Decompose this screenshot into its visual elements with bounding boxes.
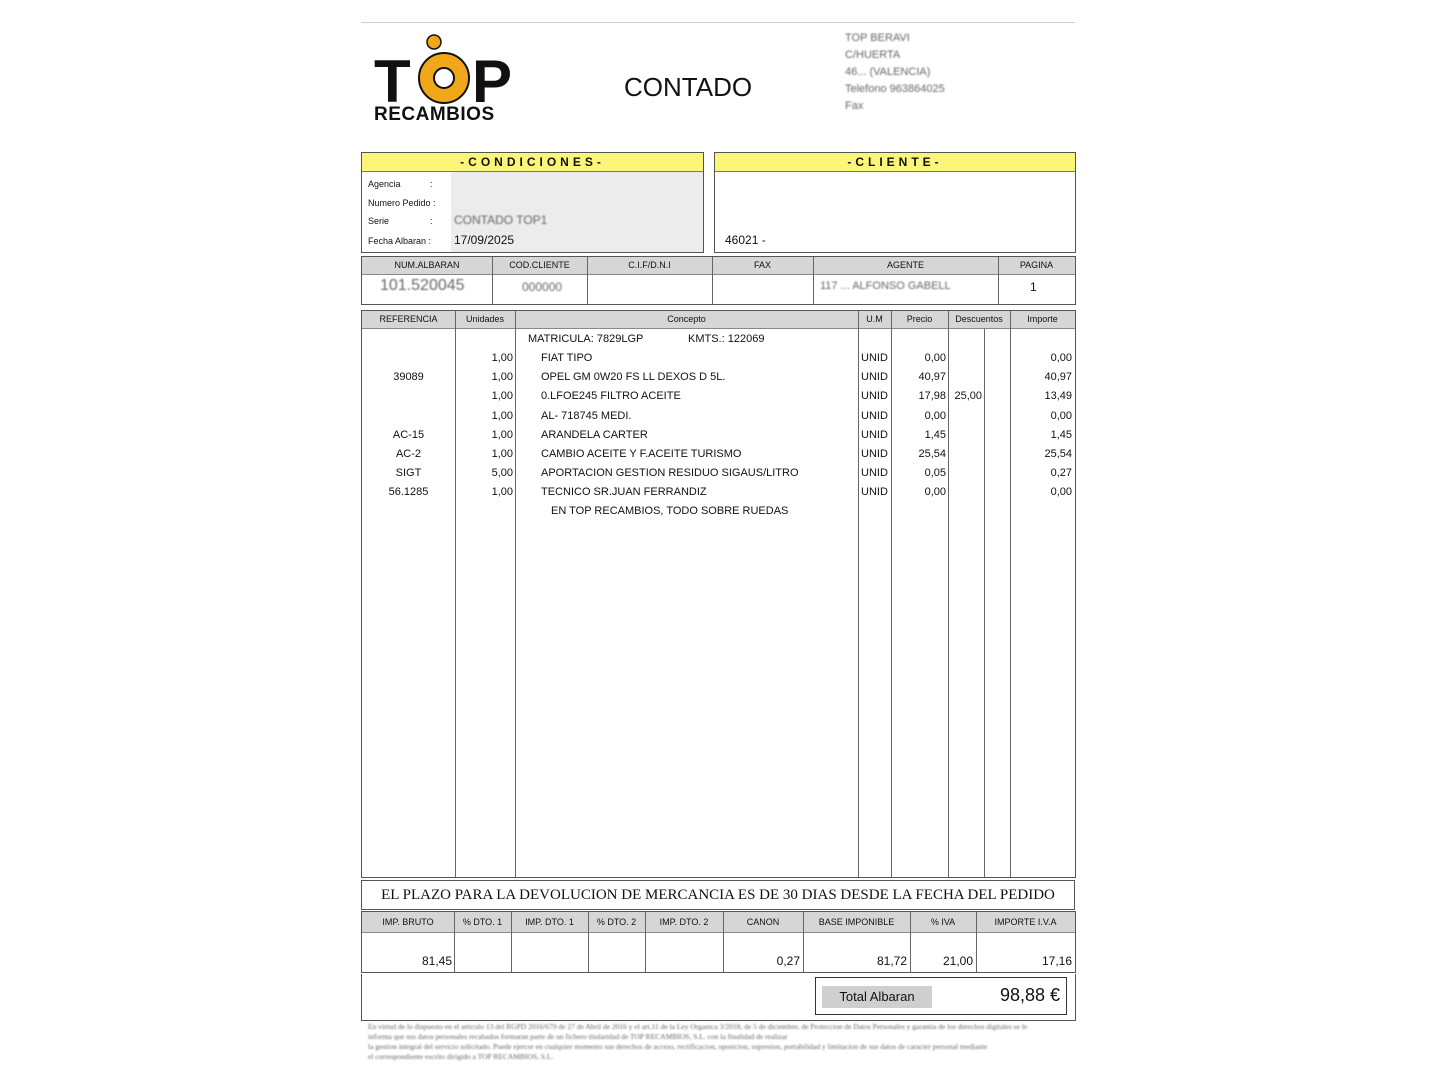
col-descuentos: Descuentos <box>955 314 1003 324</box>
slogan-row <box>362 502 1076 521</box>
line-unidades: 1,00 <box>491 486 513 499</box>
fecha-albaran-value: 17/09/2025 <box>454 233 515 247</box>
col-importe: Importe <box>1027 314 1058 324</box>
col-cod-cliente: COD.CLIENTE <box>509 260 570 270</box>
col-concepto: Concepto <box>667 314 706 324</box>
line-item-row <box>362 368 1076 387</box>
cliente-postal-code: 46021 - <box>725 233 766 247</box>
col-imp-dto1: IMP. DTO. 1 <box>525 917 574 927</box>
line-importe: 0,00 <box>1050 352 1072 364</box>
num-albaran-value: 101.520045 <box>380 277 465 294</box>
matricula-row <box>362 330 1076 349</box>
total-albaran-area <box>361 974 1076 1021</box>
col-cif: C.I.F/D.N.I <box>628 260 671 270</box>
line-importe: 0,27 <box>1050 467 1072 480</box>
info-header-row <box>362 257 1075 275</box>
agente-value: 117 ... ALFONSO GABELL <box>820 280 951 292</box>
line-unidades: 1,00 <box>491 352 513 364</box>
line-descuento: 25,00 <box>954 390 982 403</box>
line-precio: 0,00 <box>924 486 946 499</box>
line-importe: 0,00 <box>1050 486 1072 499</box>
company-line: Telefono 963864025 <box>845 83 945 95</box>
line-importe: 25,54 <box>1044 448 1072 460</box>
line-um: UNID <box>861 371 888 384</box>
line-concepto: OPEL GM 0W20 FS LL DEXOS D 5L. <box>541 371 726 384</box>
col-agente: AGENTE <box>886 260 924 270</box>
serie-value: CONTADO TOP1 <box>454 213 548 227</box>
company-line: Fax <box>845 100 864 112</box>
logo-wordmark: RECAMBIOS <box>374 104 495 125</box>
line-importe: 1,45 <box>1050 428 1072 441</box>
company-line: TOP BERAVI <box>845 32 910 44</box>
legal-line: la gestion integral del servicio solicitado. Puede ejercer en cualquier momento sus derechos de acceso, rectificacion, oposicion, supresion, portabilidad y limitacion de sus datos de caracter personal mediante <box>368 1042 988 1051</box>
line-um: UNID <box>861 428 888 441</box>
line-unidades: 5,00 <box>491 467 513 480</box>
line-referencia: AC-15 <box>392 428 425 441</box>
total-albaran-label: Total Albaran <box>822 986 932 1008</box>
line-um: UNID <box>861 467 888 480</box>
col-fax: FAX <box>753 260 771 270</box>
line-concepto: CAMBIO ACEITE Y F.ACEITE TURISMO <box>541 448 742 460</box>
lines-header-row <box>362 311 1075 329</box>
serie-label: Serie <box>368 216 390 226</box>
line-precio: 40,97 <box>918 371 946 384</box>
line-um: UNID <box>861 352 888 364</box>
fecha-albaran-label: Fecha Albaran : <box>368 236 432 246</box>
line-concepto: APORTACION GESTION RESIDUO SIGAUS/LITRO <box>541 467 799 480</box>
line-precio: 17,98 <box>918 390 946 403</box>
kmts-text: KMTS.: 122069 <box>688 333 765 345</box>
line-concepto: 0.LFOE245 FILTRO ACEITE <box>541 390 681 403</box>
legal-line: el correspondiente escrito dirigido a TOP RECAMBIOS, S.L. <box>368 1052 554 1061</box>
agencia-label: Agencia <box>368 179 401 189</box>
matricula-text: MATRICULA: 7829LGP <box>528 333 644 345</box>
line-importe: 0,00 <box>1050 409 1072 422</box>
iva-pct-value: 21,00 <box>942 954 973 968</box>
numero-pedido-label: Numero Pedido : <box>368 198 436 208</box>
col-pagina: PAGINA <box>1019 260 1054 270</box>
line-unidades: 1,00 <box>491 409 513 422</box>
albaran-info-table <box>361 256 1076 305</box>
imp-bruto-value: 81,45 <box>421 954 452 968</box>
pagina-value: 1 <box>1030 280 1037 294</box>
line-item-row <box>362 483 1076 502</box>
line-item-row <box>362 464 1076 483</box>
line-um: UNID <box>861 409 888 422</box>
lines-table <box>361 310 1076 878</box>
legal-line: En virtud de lo dispuesto en el articulo 13 del RGPD 2016/679 de 27 de Abril de 2016 y el art.11 de la Ley Organica 3/2018, de 5 de diciembre, de Proteccion de Datos Personales y garantia de los derechos digitales se le <box>368 1022 1028 1031</box>
line-importe: 40,97 <box>1044 371 1072 384</box>
line-referencia: 56.1285 <box>388 486 429 499</box>
cliente-title: -CLIENTE- <box>715 153 1075 172</box>
col-dto1: % DTO. 1 <box>462 917 503 927</box>
total-albaran-value: 98,88 € <box>999 985 1060 1005</box>
line-unidades: 1,00 <box>491 371 513 384</box>
svg-text:P: P <box>472 48 513 115</box>
svg-text:T: T <box>374 48 411 115</box>
col-imp-bruto: IMP. BRUTO <box>382 917 434 927</box>
line-concepto: ARANDELA CARTER <box>541 428 648 441</box>
col-iva-pct: % IVA <box>930 917 956 927</box>
condiciones-title: -CONDICIONES- <box>362 153 703 172</box>
col-unidades: Unidades <box>465 314 505 324</box>
line-referencia: SIGT <box>395 467 422 480</box>
col-imp-dto2: IMP. DTO. 2 <box>659 917 709 927</box>
line-unidades: 1,00 <box>491 428 513 441</box>
total-albaran-box <box>815 977 1067 1015</box>
line-concepto: FIAT TIPO <box>541 352 593 364</box>
col-dto2: % DTO. 2 <box>596 917 637 927</box>
return-policy-banner: EL PLAZO PARA LA DEVOLUCION DE MERCANCIA ES DE 30 DIAS DESDE LA FECHA DEL PEDIDO <box>361 880 1075 910</box>
legal-line: informa que sus datos personales recabados formaran parte de un fichero titularidad de TOP RECAMBIOS, S.L. con la finalidad de realizar <box>368 1032 788 1041</box>
line-unidades: 1,00 <box>491 390 513 403</box>
company-address-block <box>845 30 945 115</box>
legal-notice <box>368 1022 1048 1062</box>
line-referencia: AC-2 <box>395 448 422 460</box>
totals-header-row <box>362 912 1075 933</box>
col-precio: Precio <box>906 314 933 324</box>
line-precio: 0,00 <box>924 352 946 364</box>
totals-table <box>361 911 1076 973</box>
line-precio: 0,00 <box>924 409 946 422</box>
colon: : <box>430 216 433 226</box>
line-concepto: AL- 718745 MEDI. <box>541 409 632 422</box>
document-type-title: CONTADO <box>624 72 753 102</box>
line-um: UNID <box>861 390 888 403</box>
col-importe-iva: IMPORTE I.V.A <box>994 917 1057 927</box>
cod-cliente-value: 000000 <box>522 280 563 294</box>
line-concepto: TECNICO SR.JUAN FERRANDIZ <box>541 486 707 499</box>
canon-value: 0,27 <box>776 954 800 968</box>
company-line: 46... (VALENCIA) <box>845 66 931 78</box>
line-importe: 13,49 <box>1044 390 1072 403</box>
line-item-row <box>362 445 1076 464</box>
col-referencia: REFERENCIA <box>379 314 438 324</box>
line-um: UNID <box>861 448 888 460</box>
colon: : <box>430 179 433 189</box>
line-item-row <box>362 387 1076 406</box>
col-canon: CANON <box>746 917 780 927</box>
base-imponible-value: 81,72 <box>876 954 907 968</box>
line-precio: 0,05 <box>924 467 946 480</box>
line-um: UNID <box>861 486 888 499</box>
line-item-row <box>362 407 1076 426</box>
importe-iva-value: 17,16 <box>1041 954 1072 968</box>
col-num-albaran: NUM.ALBARAN <box>394 260 460 270</box>
col-um: U.M <box>866 314 883 324</box>
line-referencia: 39089 <box>393 371 424 384</box>
company-line: C/HUERTA <box>845 49 901 61</box>
line-item-row <box>362 349 1076 368</box>
line-item-row <box>362 426 1076 445</box>
line-precio: 25,54 <box>918 448 946 460</box>
cliente-box <box>714 152 1076 253</box>
condiciones-box <box>361 152 704 253</box>
col-base-imponible: BASE IMPONIBLE <box>818 917 895 927</box>
top-rule <box>361 22 1075 23</box>
slogan-text: EN TOP RECAMBIOS, TODO SOBRE RUEDAS <box>551 505 789 517</box>
line-precio: 1,45 <box>924 428 946 441</box>
line-unidades: 1,00 <box>491 448 513 460</box>
